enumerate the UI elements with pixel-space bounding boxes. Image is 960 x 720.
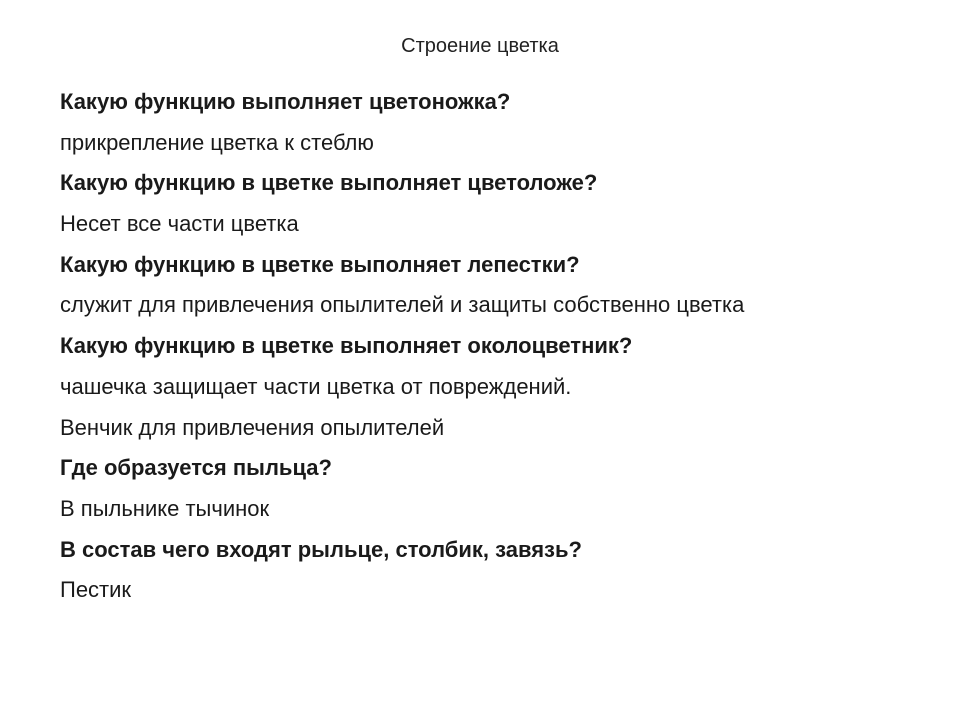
answer-line: Несет все части цветка	[60, 211, 299, 237]
slide-title: Строение цветка	[401, 35, 559, 57]
question-line: В состав чего входят рыльце, столбик, завязь?	[60, 536, 582, 562]
question-line: Какую функцию в цветке выполняет лепестки?	[60, 251, 580, 277]
answer-line: чашечка защищает части цветка от повреждений.	[60, 373, 572, 399]
question-line: Какую функцию выполняет цветоножка?	[60, 89, 511, 114]
answer-line: Пестик	[60, 577, 132, 603]
question-line: Где образуется пыльца?	[60, 455, 332, 481]
slide-content	[60, 82, 940, 611]
question-line: Какую функцию в цветке выполняет цветоложе?	[60, 170, 598, 196]
answer-line: прикрепление цветка к стеблю	[60, 129, 374, 155]
answer-line: Венчик для привлечения опылителей	[60, 414, 445, 440]
answer-line: В пыльнике тычинок	[60, 495, 270, 521]
question-line: Какую функцию в цветке выполняет околоцветник?	[60, 333, 633, 359]
answer-line: служит для привлечения опылителей и защиты собственно цветка	[60, 292, 745, 318]
